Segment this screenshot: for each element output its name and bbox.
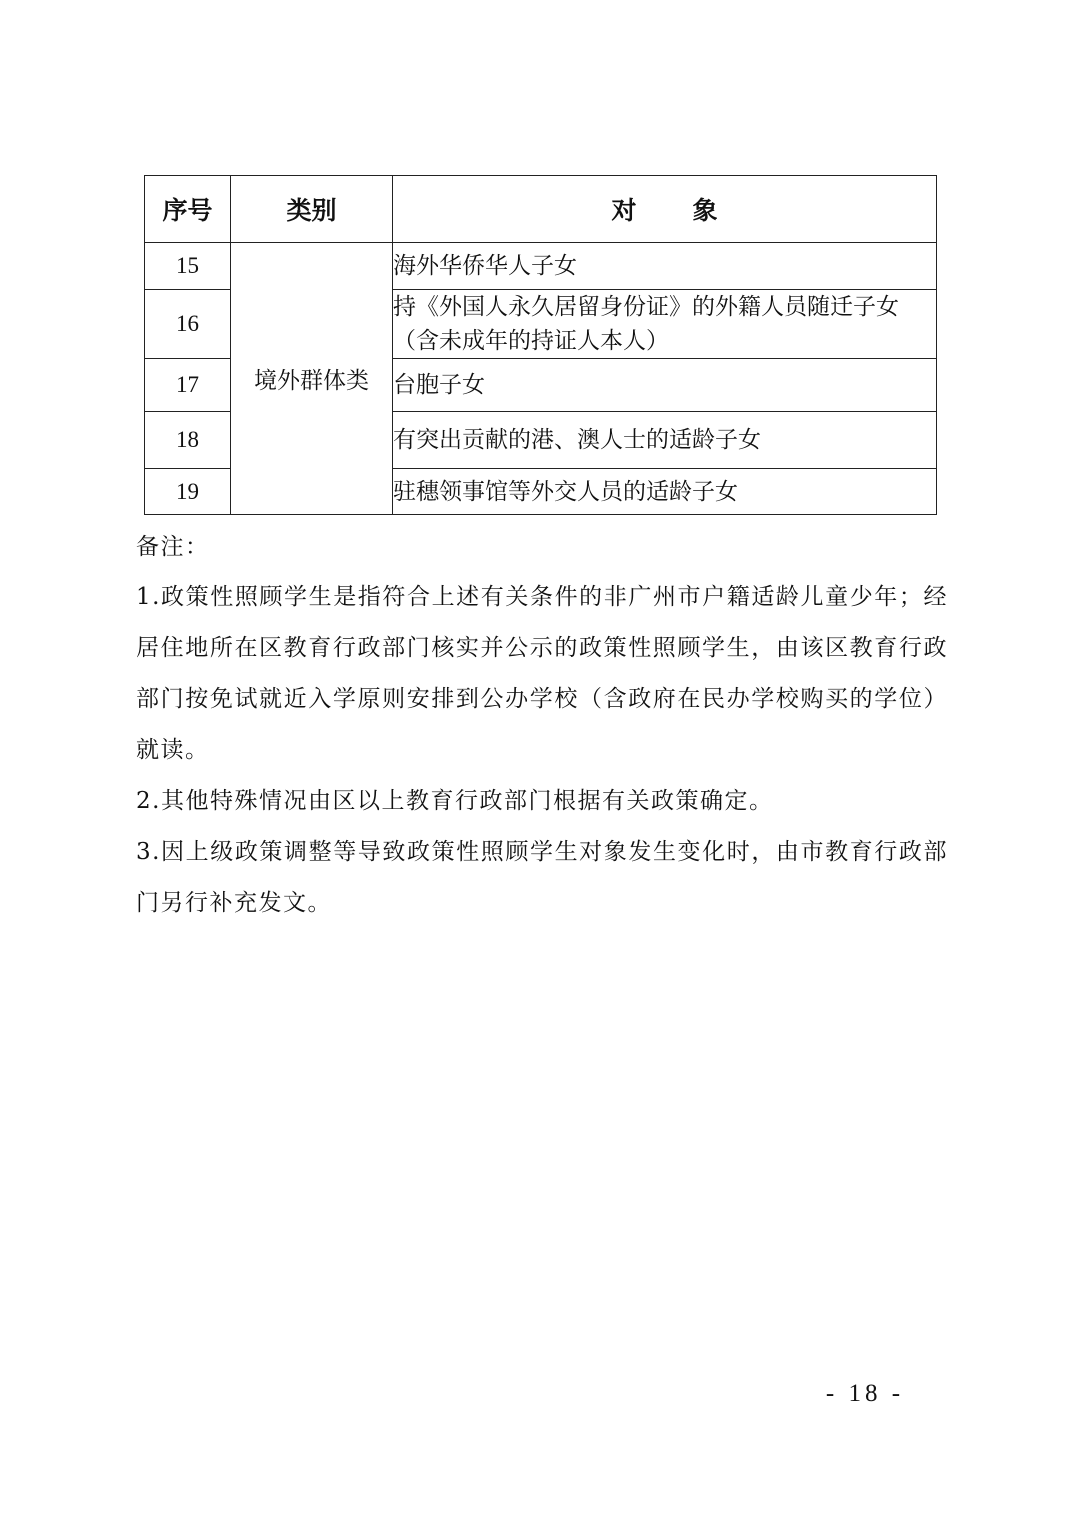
row-number: 18 <box>145 412 231 469</box>
row-target: 持《外国人永久居留身份证》的外籍人员随迁子女（含未成年的持证人本人） <box>393 290 937 359</box>
note-item-2: 2.其他特殊情况由区以上教育行政部门根据有关政策确定。 <box>136 788 774 814</box>
row-number: 16 <box>145 290 231 359</box>
row-target: 有突出贡献的港、澳人士的适龄子女 <box>393 412 937 469</box>
table-row <box>145 243 937 290</box>
notes-label: 备注： <box>136 534 210 560</box>
row-number: 15 <box>145 243 231 290</box>
table-header-row <box>145 176 937 243</box>
policy-table <box>144 175 937 515</box>
note-item-1: 1.政策性照顾学生是指符合上述有关条件的非广州市户籍适龄儿童少年；经居住地所在区教育行政部门核实并公示的政策性照顾学生，由该区教育行政部门按免试就近入学原则安排到公办学校（含政府在民办学校购买的学位）就读。 <box>136 584 948 763</box>
row-number: 17 <box>145 359 231 412</box>
note-item-3: 3.因上级政策调整等导致政策性照顾学生对象发生变化时，由市教育行政部门另行补充发文。 <box>136 839 948 916</box>
row-target: 海外华侨华人子女 <box>393 243 937 290</box>
header-category: 类别 <box>231 176 393 243</box>
row-target: 台胞子女 <box>393 359 937 412</box>
header-target: 对象 <box>393 176 937 243</box>
row-target: 驻穗领事馆等外交人员的适龄子女 <box>393 469 937 515</box>
page-number: - 18 - <box>825 1380 905 1407</box>
notes-section <box>136 528 948 929</box>
row-category: 境外群体类 <box>231 243 393 515</box>
header-number: 序号 <box>145 176 231 243</box>
row-number: 19 <box>145 469 231 515</box>
